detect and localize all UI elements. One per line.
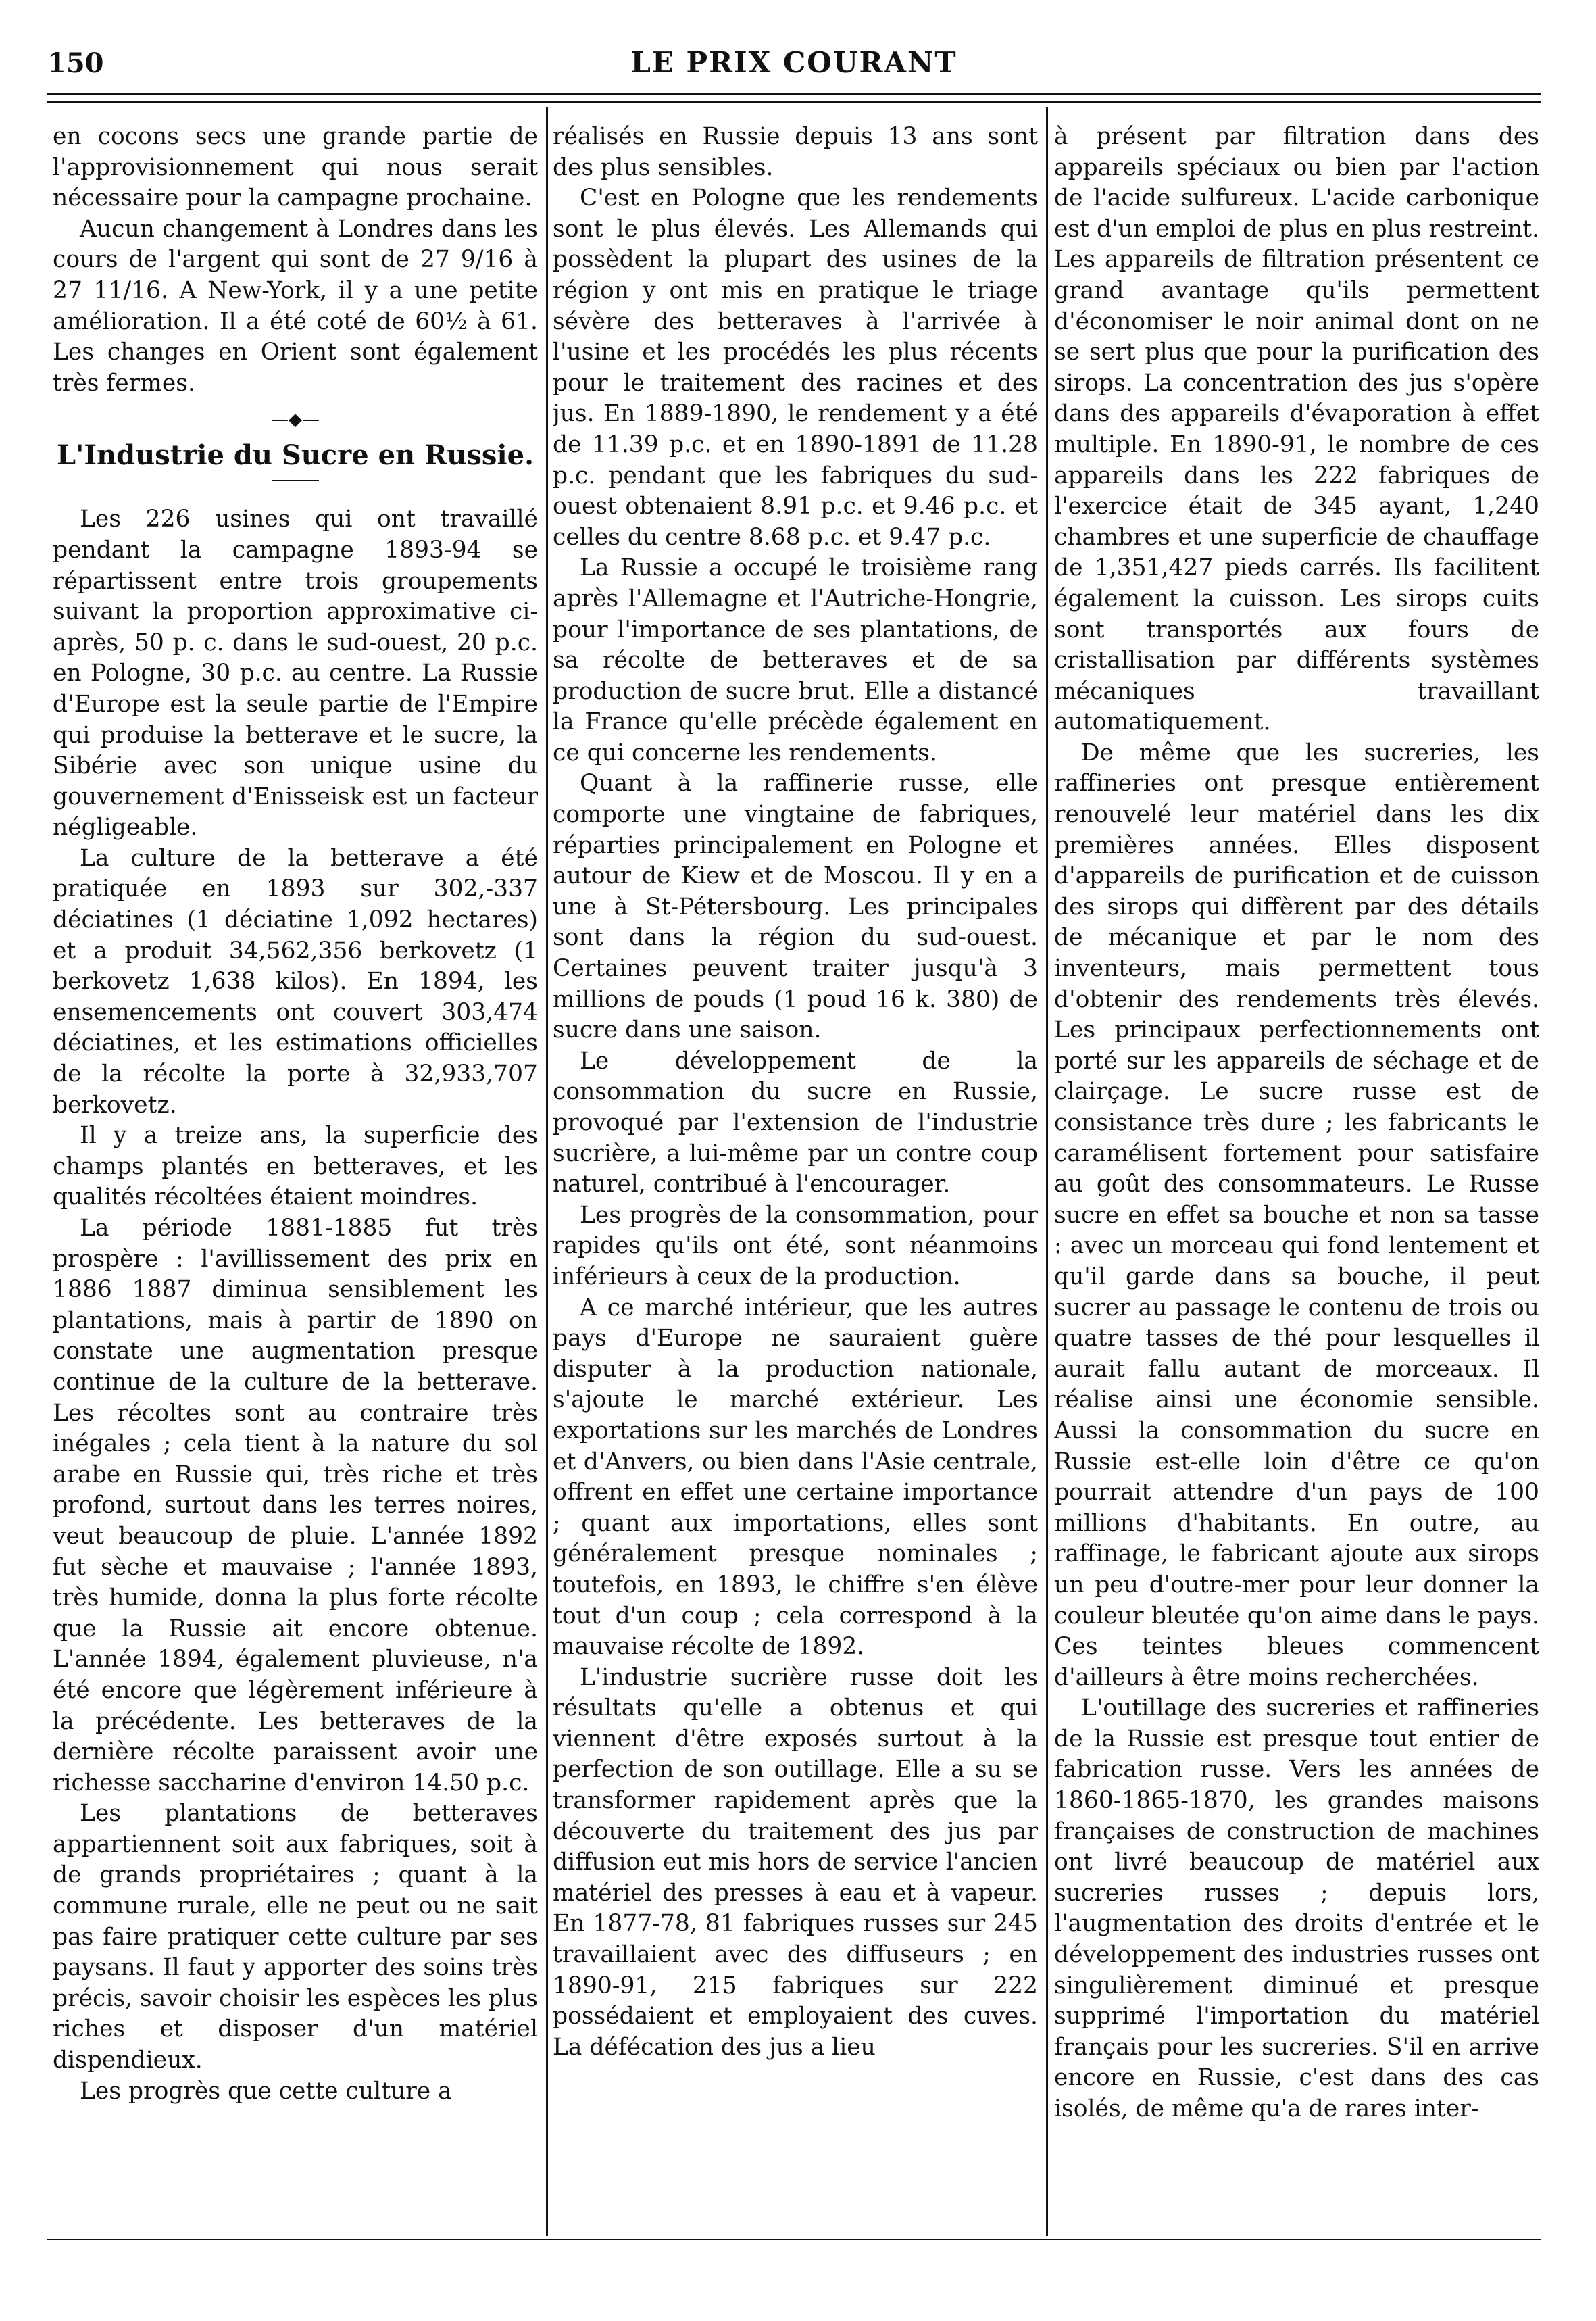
header-rule (47, 93, 1541, 95)
header-rule-thin (47, 101, 1541, 103)
paragraph: L'industrie sucrière russe doit les résultats qu'elle a obtenus et qui viennent d'être exposés surtout à la perfection de son outillage. Elle a su se transformer rapidement après que la découverte du traitement des jus par diffusion eut mis hors de service l'ancien matériel des presses à eau et à vapeur. En 1877-78, 81 fabriques russes sur 245 travaillaient avec des diffuseurs ; en 1890-91, 215 fabriques sur 222 possédaient et employaient des cuves. La défécation des jus a lieu (553, 1663, 1038, 2061)
footer-rule (47, 2239, 1541, 2240)
paragraph: La culture de la betterave a été pratiquée en 1893 sur 302,-337 déciatines (1 déciatine 1,092 hectares) et a produit 34,562,356 berkovetz (1 berkovetz 1,638 kilos). En 1894, les ensemencements ont couvert 303,474 déciatines, et les estimations officielles de la récolte la porte à 32,933,707 berkovetz. (53, 844, 538, 1119)
paragraph: Les 226 usines qui ont travaillé pendant la campagne 1893-94 se répartissent entre trois groupements suivant la proportion approximative ci-après, 50 p. c. dans le sud-ouest, 20 p.c. en Pologne, 30 p.c. au centre. La Russie d'Europe est la seule partie de l'Empire qui produise la betterave et le sucre, la Sibérie avec son unique usine du gouvernement d'Enisseisk est un facteur négligeable. (53, 506, 538, 841)
paragraph: A ce marché intérieur, que les autres pays d'Europe ne sauraient guère disputer à la production nationale, s'ajoute le marché extérieur. Les exportations sur les marchés de Londres et d'Anvers, ou bien dans l'Asie centrale, offrent en effet une certaine importance ; quant aux importations, elles sont généralement presque nominales ; toutefois, en 1893, le chiffre s'en élève tout d'un coup ; cela correspond à la mauvaise récolte de 1892. (553, 1294, 1038, 1661)
paragraph: réalisés en Russie depuis 13 ans sont des plus sensibles. (553, 123, 1038, 181)
paragraph: La période 1881-1885 fut très prospère : l'avillissement des prix en 1886 1887 diminua sensiblement les plantations, mais à partir de 1890 on constate une augmentation presque continue de la culture de la betterave. Les récoltes sont au contraire très inégales ; cela tient à la nature du sol arabe en Russie qui, très riche et très profond, surtout dans les terres noires, veut beaucoup de pluie. L'année 1892 fut sèche et mauvaise ; l'année 1893, très humide, donna la plus forte récolte que la Russie ait encore obtenue. L'année 1894, également pluvieuse, n'a été encore que légèrement inférieure à la précédente. Les betteraves de la dernière récolte paraissent avoir une richesse saccharine d'environ 14.50 p.c. (53, 1215, 538, 1797)
paragraph: C'est en Pologne que les rendements sont le plus élevés. Les Allemands qui possèdent la plupart des usines de la région y ont mis en pratique le triage sévère des betteraves à l'arrivée à l'usine et les procédés les plus récents pour le traitement des racines et des jus. En 1889-1890, le rendement y a été de 11.39 p.c. et en 1890-1891 de 11.28 p.c. pendant que les fabriques du sud-ouest obtenaient 8.91 p.c. et 9.46 p.c. et celles du centre 8.68 p.c. et 9.47 p.c. (553, 185, 1038, 551)
column-divider (1046, 107, 1048, 2236)
paragraph: en cocons secs une grande partie de l'approvisionnement qui nous serait nécessaire pour la campagne prochaine. (53, 123, 538, 212)
paragraph: Les progrès que cette culture a (80, 2077, 452, 2105)
column-3 (1054, 122, 1539, 2230)
paragraph: Le développement de la consommation du sucre en Russie, provoqué par l'extension de l'industrie sucrière, a lui-même par un contre coup naturel, contribué à l'encourager. (553, 1047, 1038, 1198)
paragraph: L'outillage des sucreries et raffineries de la Russie est presque tout entier de fabrication russe. Vers les années de 1860-1865-1870, les grandes maisons françaises de construction de machines ont livré beaucoup de matériel aux sucreries russes ; depuis lors, l'augmentation des droits d'entrée et le développement des industries russes ont singulièrement diminué et presque supprimé l'importation du matériel français pour les sucreries. S'il en arrive encore en Russie, c'est dans des cas isolés, de même qu'a de rares inter- (1054, 1694, 1539, 2122)
paragraph: La Russie a occupé le troisième rang après l'Allemagne et l'Autriche-Hongrie, pour l'importance de ses plantations, de sa récolte de betteraves et de sa production de sucre brut. Elle a distancé la France qu'elle précède également en ce qui concerne les rendements. (553, 554, 1038, 766)
page-header (47, 41, 1541, 88)
paragraph: à présent par filtration dans des appareils spéciaux ou bien par l'action de l'acide sulfureux. L'acide carbonique est d'un emploi de plus en plus restreint. Les appareils de filtration présentent ce grand avantage qu'ils permettent d'économiser le noir animal dont on ne se sert plus que pour la purification des sirops. La concentration des jus s'opère dans des appareils d'évaporation à effet multiple. En 1890-91, le nombre de ces appareils dans les 222 fabriques de l'exercice était de 345 ayant, 1,240 chambres et une superficie de chauffage de 1,351,427 pieds carrés. Ils facilitent également la cuisson. Les sirops cuits sont transportés aux fours de cristallisation par différents systèmes mécaniques travaillant automatiquement. (1054, 123, 1539, 736)
paragraph: Aucun changement à Londres dans les cours de l'argent qui sont de 27 9/16 à 27 11/16. A New-York, il y a une petite amélioration. Il a été coté de 60½ à 61. Les changes en Orient sont également très fermes. (53, 215, 538, 397)
column-2 (553, 122, 1038, 2230)
column-1 (53, 122, 538, 2230)
running-title: LE PRIX COURANT (630, 46, 957, 79)
paragraph: Les plantations de betteraves appartiennent soit aux fabriques, soit à de grands propriétaires ; quant à la commune rurale, elle ne peut ou ne sait pas faire pratiquer cette culture par ses paysans. Il faut y apporter des soins très précis, savoir choisir les espèces les plus riches et disposer d'un matériel dispendieux. (53, 1800, 538, 2074)
column-divider (546, 107, 548, 2236)
paragraph: Les progrès de la consommation, pour rapides qu'ils ont été, sont néanmoins inférieurs à ceux de la production. (553, 1201, 1038, 1290)
page-number: 150 (47, 47, 104, 79)
paragraph: De même que les sucreries, les raffineries ont presque entièrement renouvelé leur matériel dans les dix premières années. Elles disposent d'appareils de purification et de cuisson des sirops qui diffèrent par des détails de mécanique et par le nom des inventeurs, mais permettent tous d'obtenir des rendements très élevés. Les principaux perfectionnements ont porté sur les appareils de séchage et de clairçage. Le sucre russe est de consistance très dure ; les fabricants le caramélisent fortement pour satisfaire au goût des consommateurs. Le Russe sucre en effet sa bouche et non sa tasse : avec un morceau qui fond lentement et qu'il garde dans sa bouche, il peut sucrer au passage le contenu de trois ou quatre tasses de thé pour lesquelles il aurait fallu autant de morceaux. Il réalise ainsi une économie sensible. Aussi la consommation du sucre en Russie est-elle loin d'être ce qu'on pourrait attendre d'un pays de 100 millions d'habitants. En outre, au raffinage, le fabricant ajoute aux sirops un peu d'outre-mer pour leur donner la couleur bleutée qu'on aime dans le pays. Ces teintes bleues commencent d'ailleurs à être moins recherchées. (1054, 739, 1539, 1691)
section-separator: —◆— (271, 410, 320, 431)
paragraph: Quant à la raffinerie russe, elle comporte une vingtaine de fabriques, réparties principalement en Pologne et autour de Kiew et de Moscou. Il y en a une à St-Pétersbourg. Les principales sont dans la région du sud-ouest. Certaines peuvent traiter jusqu'à 3 millions de pouds (1 poud 16 k. 380) de sucre dans une saison. (553, 770, 1038, 1044)
paragraph: Il y a treize ans, la superficie des champs plantés en betteraves, et les qualités récoltées étaient moindres. (53, 1122, 538, 1211)
article-title: L'Industrie du Sucre en Russie. (57, 439, 534, 472)
title-rule (272, 480, 319, 481)
